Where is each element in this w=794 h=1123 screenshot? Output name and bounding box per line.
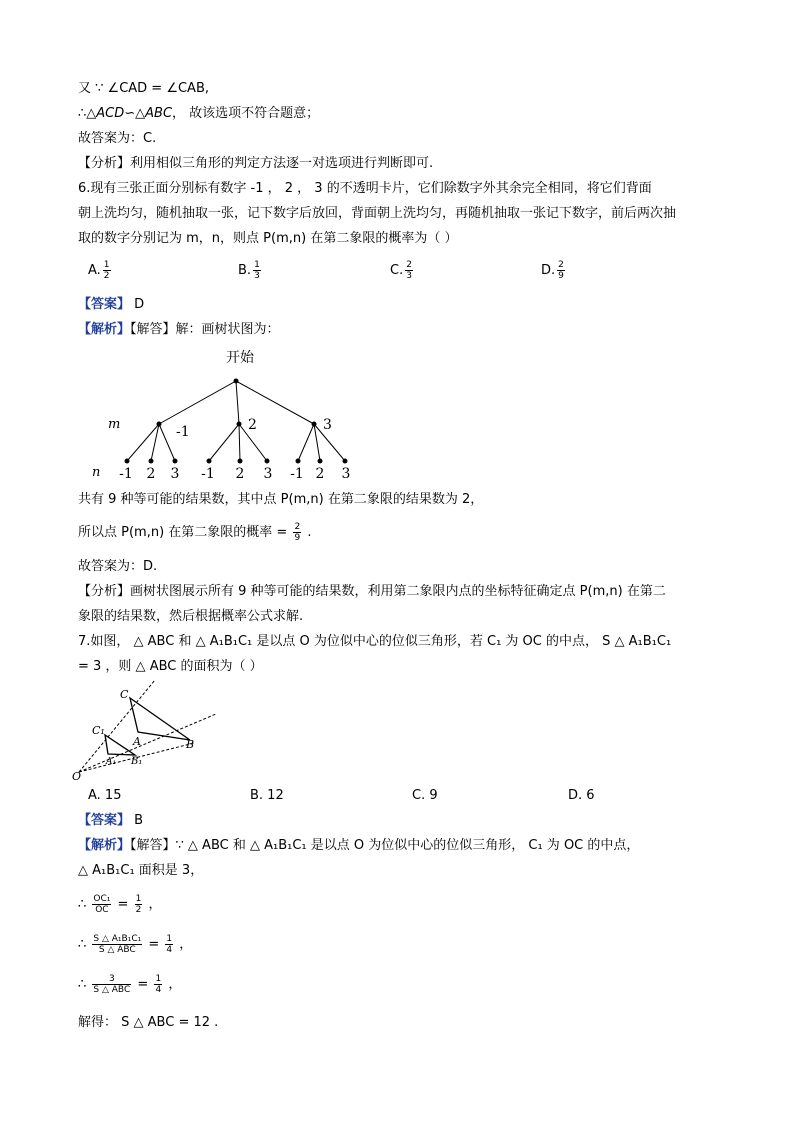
option-d: D. $\frac{2}{9}$ — [541, 260, 564, 281]
answer-7: 【答案】 B — [78, 813, 144, 828]
similar-triangles-figure — [68, 680, 228, 790]
question-7-line-2: = 3 ，则 △ ABC 的面积为（ ） — [78, 659, 263, 674]
option-a: A. $\frac{1}{2}$ — [88, 260, 110, 281]
similar-statement: ∴△ACD∽△ABC — [78, 106, 173, 121]
analysis-line-2: 象限的结果数，然后根据概率公式求解. — [78, 609, 304, 624]
solution-6-intro: 【解析】【解答】解：画树状图为： — [78, 322, 280, 337]
option-c: C. $\frac{2}{3}$ — [390, 260, 412, 281]
point-label-c1: C₁ — [92, 724, 105, 737]
step-3: ∴ $\frac{3}{\text{S △ ABC}}$ = $\frac{1}{4}$ ， — [78, 974, 182, 995]
step-2: ∴ $\frac{\text{S △ A₁B₁C₁}}{\text{S △ ABC}}$ = $\frac{1}{4}$ ， — [78, 934, 193, 955]
point-label-b1: B₁ — [131, 756, 143, 767]
tree-level1-label: 2 — [248, 417, 257, 433]
tree-leaf-label: 3 — [263, 466, 273, 482]
question-6-line-2: 朝上洗均匀，随机抽取一张，记下数字后放回，背面朝上洗均匀，再随机抽取一张记下数字，前后两次抽 — [78, 206, 677, 221]
tree-leaf-label: -1 — [201, 466, 215, 482]
result-line-2: 所以点 P(m,n) 在第二象限的概率 = $\frac{2}{9}$ . — [78, 522, 312, 543]
answer-line: 故答案为：C. — [78, 131, 157, 146]
tree-leaf-label: -1 — [290, 466, 304, 482]
point-label-c: C — [120, 688, 129, 701]
tree-level1-label: -1 — [176, 424, 190, 440]
text-line: 又 ∵ ∠CAD = ∠CAB, — [78, 81, 210, 96]
point-label-a1: A₁ — [106, 757, 117, 767]
question-7-line-1: 7.如图， △ ABC 和 △ A₁B₁C₁ 是以点 O 为位似中心的位似三角形，若 C₁ 为 OC 的中点， S △ A₁B₁C₁ — [78, 634, 672, 649]
result-line-1: 共有 9 种等可能的结果数，其中点 P(m,n) 在第二象限的结果数为 2， — [78, 492, 484, 507]
point-label-b: B — [186, 738, 195, 751]
point-label-o: O — [72, 770, 82, 783]
tree-row-m-label: m — [108, 417, 121, 432]
step-1: ∴ $\frac{\text{OC₁}}{OC}$ = $\frac{1}{2}$ ， — [78, 894, 162, 915]
solution-7-line-2: △ A₁B₁C₁ 面积是 3， — [78, 863, 204, 878]
point-label-a: A — [133, 735, 141, 748]
text-fragment: ， 故该选项不符合题意； — [172, 106, 320, 121]
tree-leaf-label: 3 — [341, 466, 351, 482]
answer-line: 故答案为：D. — [78, 559, 158, 574]
tree-leaf-label: 2 — [235, 466, 245, 482]
analysis-line: 【分析】利用相似三角形的判定方法逐一对选项进行判断即可. — [78, 156, 434, 171]
final-result: 解得： S △ ABC = 12 . — [78, 1015, 219, 1030]
option-a: A. 15 — [88, 788, 122, 803]
tree-level1-label: 3 — [323, 417, 332, 433]
tree-leaf-label: 3 — [170, 466, 180, 482]
option-b: B. 12 — [250, 788, 284, 803]
tree-leaf-label: 2 — [315, 466, 325, 482]
solution-7-line-1: 【解析】【解答】∵ △ ABC 和 △ A₁B₁C₁ 是以点 O 为位似中心的位似三角形， C₁ 为 OC 的中点， — [78, 838, 640, 853]
tree-root-label: 开始 — [226, 350, 254, 366]
answer-6: 【答案】 D — [78, 297, 145, 312]
text-line — [78, 105, 319, 123]
option-c: C. 9 — [412, 788, 438, 803]
tree-row-n-label: n — [92, 465, 101, 480]
tree-leaf-label: 2 — [146, 466, 156, 482]
tree-diagram — [80, 344, 370, 484]
question-6-line-3: 取的数字分别记为 m，n，则点 P(m,n) 在第二象限的概率为（ ） — [78, 231, 458, 246]
option-b: B. $\frac{1}{3}$ — [238, 260, 260, 281]
tree-leaf-label: -1 — [119, 466, 133, 482]
analysis-line-1: 【分析】画树状图展示所有 9 种等可能的结果数，利用第二象限内点的坐标特征确定点 P(m,n) 在第二 — [78, 584, 666, 599]
option-d: D. 6 — [568, 788, 595, 803]
question-6-line-1: 6.现有三张正面分别标有数字 -1 ， 2 ， 3 的不透明卡片，它们除数字外其余完全相同，将它们背面 — [78, 181, 652, 196]
